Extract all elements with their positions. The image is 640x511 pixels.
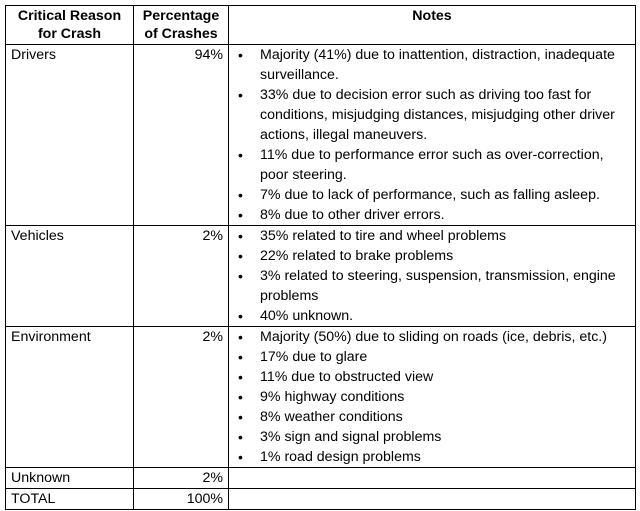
reason-cell: TOTAL [6,489,134,510]
table-row-drivers [6,45,636,226]
note-item: • 1% road design problems [260,447,630,467]
header-row [6,6,636,45]
note-item: • Majority (41%) due to inattention, distraction, inadequate surveillance. [260,45,630,85]
header-notes: Notes [229,6,636,45]
crash-reasons-table [5,5,636,510]
reason-cell: Environment [6,327,134,468]
table-header [6,6,636,45]
header-percentage-line-2: of Crashes [144,26,218,42]
reason-cell: Unknown [6,468,134,489]
note-item: • 8% due to other driver errors. [260,205,630,225]
note-item: • 17% due to glare [260,347,630,367]
notes-cell [229,489,636,510]
note-item: • 35% related to tire and wheel problems [260,226,630,246]
header-critical-reason-line-2: for Crash [37,26,102,42]
header-critical-reason [6,6,134,45]
percentage-cell: 2% [134,468,229,489]
note-item: • 22% related to brake problems [260,246,630,266]
table-row-total [6,489,636,510]
note-item: • 9% highway conditions [260,387,630,407]
header-percentage-line-1: Percentage [142,8,220,24]
percentage-cell: 100% [134,489,229,510]
table-body [6,45,636,510]
percentage-cell: 2% [134,226,229,327]
table-row-vehicles [6,226,636,327]
reason-cell: Drivers [6,45,134,226]
notes-cell [229,226,636,327]
header-percentage [134,6,229,45]
notes-list [234,226,630,326]
note-item: • 40% unknown. [260,306,630,326]
note-item: • 33% due to decision error such as driving too fast for conditions, misjudging distances, misjudging other driver actions, illegal maneuvers. [260,85,630,145]
percentage-cell: 2% [134,327,229,468]
note-item: • 11% due to obstructed view [260,367,630,387]
notes-list [234,45,630,225]
note-item: • 8% weather conditions [260,407,630,427]
table-row-unknown [6,468,636,489]
header-critical-reason-line-1: Critical Reason [17,8,122,24]
note-item: • 7% due to lack of performance, such as falling asleep. [260,185,630,205]
reason-cell: Vehicles [6,226,134,327]
note-item: • 3% related to steering, suspension, transmission, engine problems [260,266,630,306]
notes-cell [229,45,636,226]
percentage-cell: 94% [134,45,229,226]
notes-cell [229,468,636,489]
notes-list [234,327,630,467]
note-item: • Majority (50%) due to sliding on roads (ice, debris, etc.) [260,327,630,347]
table-row-environment [6,327,636,468]
note-item: • 3% sign and signal problems [260,427,630,447]
notes-cell [229,327,636,468]
note-item: • 11% due to performance error such as over-correction, poor steering. [260,145,630,185]
